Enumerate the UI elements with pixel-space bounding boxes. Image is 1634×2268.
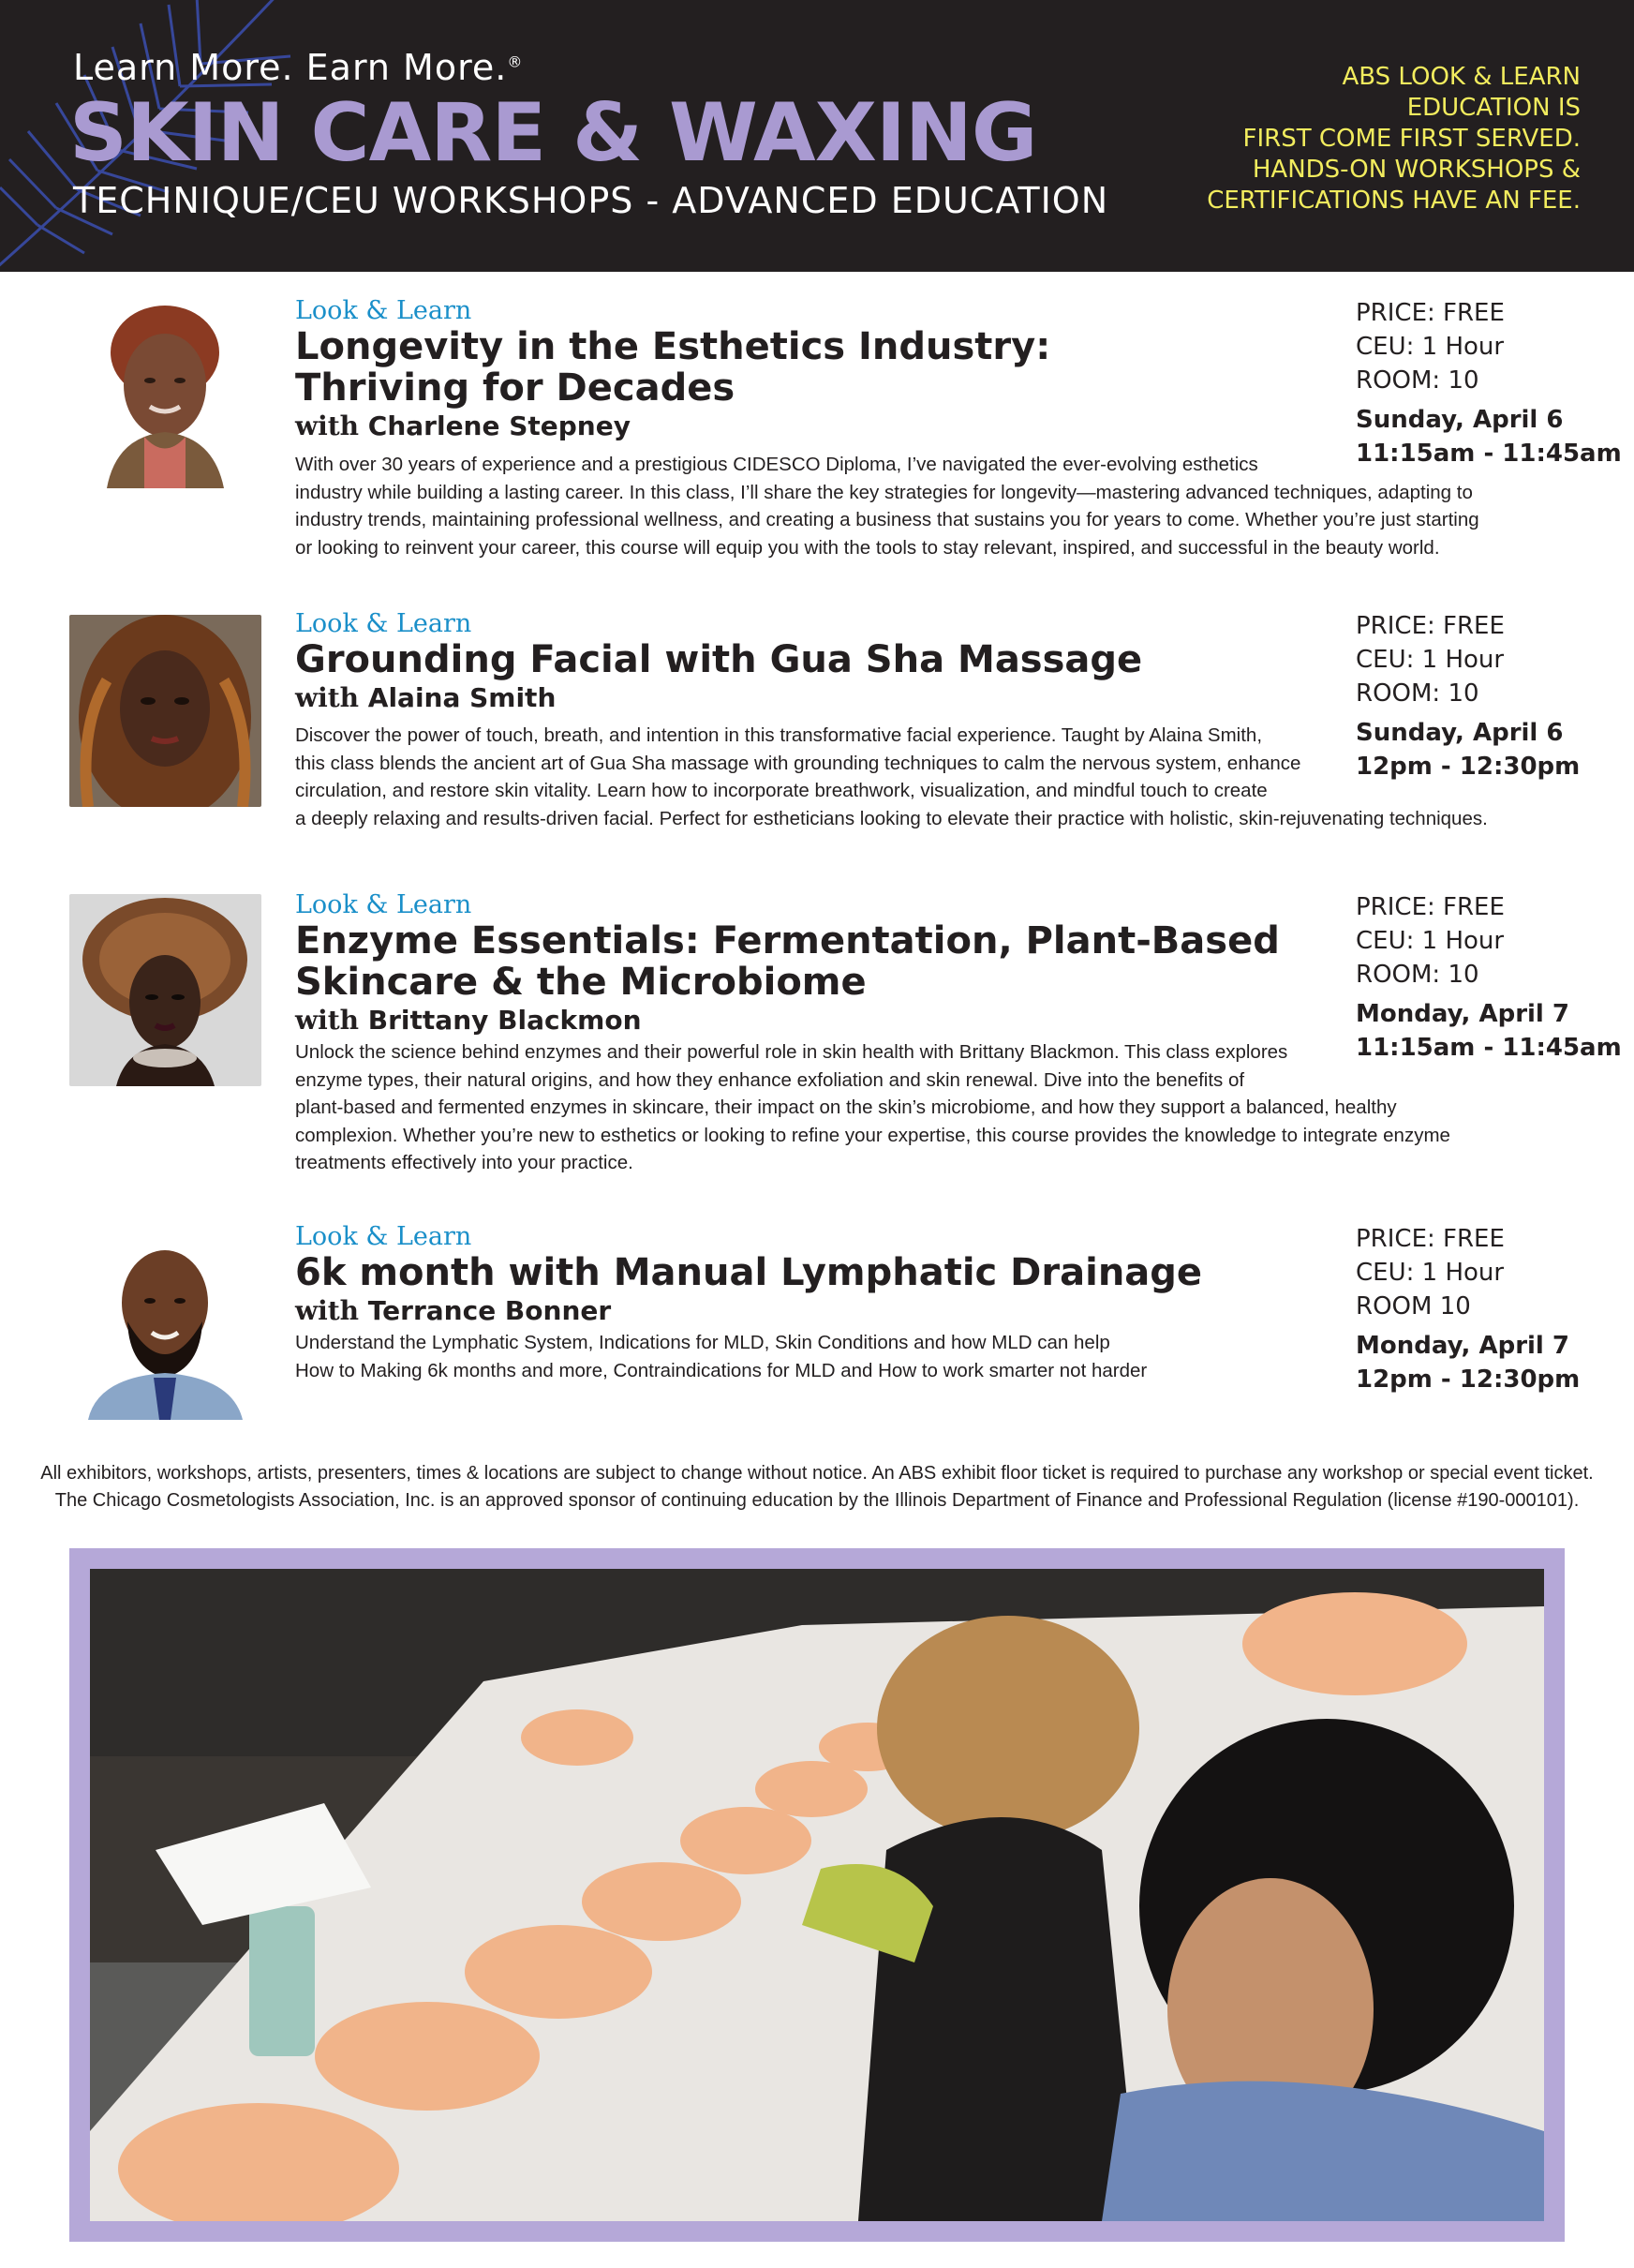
workshop-info (1356, 609, 1580, 783)
presenter-name: with Alaina Smith (295, 682, 557, 713)
page-subtitle: TECHNIQUE/CEU WORKSHOPS - ADVANCED EDUCATION (73, 180, 1109, 221)
room-label: ROOM 10 (1356, 1292, 1471, 1321)
presenter-name: with Terrance Bonner (295, 1295, 612, 1326)
presenter-name: with Charlene Stepney (295, 410, 631, 441)
disclaimer: All exhibitors, workshops, artists, presenters, times & locations are subject to change without notice. An ABS exhibit floor ticket is required to purchase any workshop or special event ticket. The Chicago Cosmetologists Association, Inc. is an approved sponsor of continuing education by the Illinois Department of Finance and Professional Regulation (license #190-000101). (40, 1463, 1594, 1511)
room-label: ROOM: 10 (1356, 679, 1479, 708)
workshop-card (0, 609, 1634, 843)
workshop-title: Enzyme Essentials: Fermentation, Plant-Based Skincare & the Microbiome (295, 919, 1280, 1004)
workshop-card (0, 296, 1634, 568)
workshop-description: Discover the power of touch, breath, and intention in this transformative facial experience. Taught by Alaina Smith, this class blends the ancient art of Gua Sha massage with grounding techniques to calm the nervous system, enhance circulation, and restore skin vitality. Learn how to incorporate breathwork, visualization, and mindful touch to create a deeply relaxing and results-driven facial. Perfect for estheticians looking to elevate their practice with holistic, skin-rejuvenating techniques. (295, 724, 1488, 829)
presenter-photo (69, 1228, 261, 1420)
page-title: SKIN CARE & WAXING (69, 86, 1037, 180)
classroom-photo-icon (90, 1569, 1544, 2221)
portrait-alaina-icon (69, 615, 261, 807)
workshop-card (0, 1222, 1634, 1428)
photo-frame (69, 1548, 1565, 2242)
presenter-photo (69, 894, 261, 1086)
look-and-learn-label: Look & Learn (295, 609, 472, 638)
education-notice: ABS LOOK & LEARN EDUCATION IS FIRST COME FIRST SERVED. HANDS-ON WORKSHOPS & CERTIFICATIONS HAVE AN FEE. (1207, 63, 1581, 215)
room-label: ROOM: 10 (1356, 366, 1479, 395)
workshop-card (0, 890, 1634, 1181)
price-label: PRICE: FREE (1356, 612, 1505, 640)
presenter-photo (69, 615, 261, 807)
presenter-photo (69, 296, 261, 488)
time-label: 12pm - 12:30pm (1356, 1365, 1581, 1394)
workshop-info (1356, 1222, 1580, 1396)
workshop-description: Unlock the science behind enzymes and their powerful role in skin health with Brittany Blackmon. This class explores enzyme types, their natural origins, and how they enhance exfoliation and skin renewal. Dive into the benefits of plant-based and fermented enzymes in skincare, their impact on the skin’s microbiome, and how they support a balanced, healthy complexion. Whether you’re new to esthetics or looking to refine your expertise, this course provides the knowledge to integrate enzyme treatments effectively into your practice. (295, 1041, 1450, 1173)
ceu-label: CEU: 1 Hour (1356, 1259, 1505, 1287)
time-label: 11:15am - 11:45am (1356, 440, 1622, 468)
workshop-title: Longevity in the Esthetics Industry: Thriving for Decades (295, 325, 1051, 410)
date-label: Sunday, April 6 (1356, 719, 1564, 747)
ceu-label: CEU: 1 Hour (1356, 646, 1505, 674)
room-label: ROOM: 10 (1356, 961, 1479, 989)
time-label: 12pm - 12:30pm (1356, 753, 1581, 781)
workshop-title: 6k month with Manual Lymphatic Drainage (295, 1251, 1203, 1294)
workshop-description: With over 30 years of experience and a prestigious CIDESCO Diploma, I’ve navigated the ever-evolving esthetics industry while building a lasting career. In this class, I’ll share the key strategies for longevity—mastering advanced techniques, adapting to industry trends, maintaining professional wellness, and creating a business that sustains you for years to come. Whether you’re just starting or looking to reinvent your career, this course will equip you with the tools to stay relevant, inspired, and successful in the beauty world. (295, 454, 1479, 559)
portrait-terrance-icon (69, 1228, 261, 1420)
tagline: Learn More. Earn More.® (73, 47, 524, 88)
portrait-charlene-icon (69, 296, 261, 488)
classroom-photo (90, 1569, 1544, 2221)
date-label: Monday, April 7 (1356, 1332, 1569, 1360)
workshop-title: Grounding Facial with Gua Sha Massage (295, 638, 1143, 681)
workshop-description: Understand the Lymphatic System, Indications for MLD, Skin Conditions and how MLD can help How to Making 6k months and more, Contraindications for MLD and How to work smarter not harder (295, 1332, 1148, 1381)
look-and-learn-label: Look & Learn (295, 890, 472, 919)
date-label: Monday, April 7 (1356, 1000, 1569, 1028)
price-label: PRICE: FREE (1356, 893, 1505, 921)
ceu-label: CEU: 1 Hour (1356, 333, 1505, 361)
ceu-label: CEU: 1 Hour (1356, 927, 1505, 955)
portrait-brittany-icon (69, 894, 261, 1086)
workshop-info (1356, 890, 1622, 1065)
time-label: 11:15am - 11:45am (1356, 1034, 1622, 1062)
look-and-learn-label: Look & Learn (295, 296, 472, 325)
price-label: PRICE: FREE (1356, 299, 1505, 327)
presenter-name: with Brittany Blackmon (295, 1005, 642, 1036)
price-label: PRICE: FREE (1356, 1225, 1505, 1253)
look-and-learn-label: Look & Learn (295, 1222, 472, 1251)
workshop-info (1356, 296, 1622, 470)
date-label: Sunday, April 6 (1356, 406, 1564, 434)
header-banner (0, 0, 1634, 272)
